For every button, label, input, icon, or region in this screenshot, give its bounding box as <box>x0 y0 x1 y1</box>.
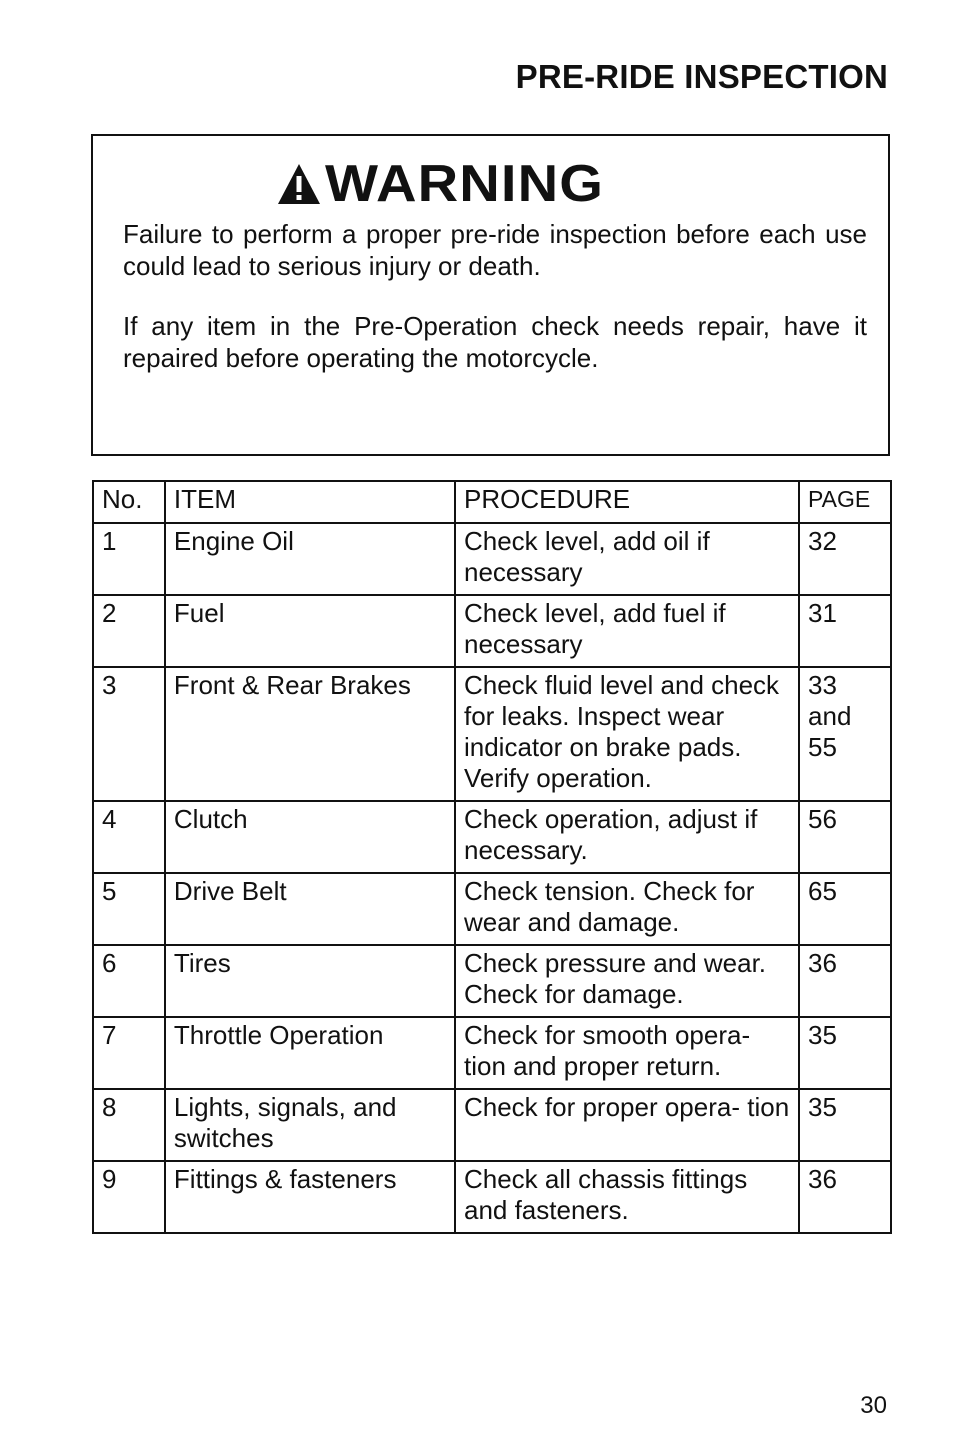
row-item: Fittings & fasteners <box>165 1161 455 1233</box>
row-procedure: Check tension. Check for wear and damage. <box>455 873 799 945</box>
column-header-no: No. <box>93 481 165 523</box>
row-procedure: Check level, add fuel if necessary <box>455 595 799 667</box>
row-no: 7 <box>93 1017 165 1089</box>
warning-heading <box>276 155 604 213</box>
row-item: Engine Oil <box>165 523 455 595</box>
table-row <box>93 945 891 1017</box>
row-page: 36 <box>799 1161 891 1233</box>
warning-paragraph-2: If any item in the Pre-Operation check needs repair, have it repaired before operating the motorcycle. <box>123 311 867 373</box>
inspection-table <box>92 480 892 1234</box>
table-row <box>93 595 891 667</box>
table-row <box>93 1017 891 1089</box>
table-row <box>93 801 891 873</box>
row-no: 2 <box>93 595 165 667</box>
column-header-item: ITEM <box>165 481 455 523</box>
table-row <box>93 1161 891 1233</box>
table-row <box>93 667 891 801</box>
row-no: 4 <box>93 801 165 873</box>
warning-label: WARNING <box>325 155 604 213</box>
table-row <box>93 1089 891 1161</box>
row-no: 8 <box>93 1089 165 1161</box>
row-page: 31 <box>799 595 891 667</box>
row-page: 35 <box>799 1017 891 1089</box>
row-page: 56 <box>799 801 891 873</box>
row-item: Tires <box>165 945 455 1017</box>
warning-paragraph-1: Failure to perform a proper pre-ride inspection before each use could lead to serious injury or death. <box>123 219 867 281</box>
row-page: 33 and 55 <box>799 667 891 801</box>
row-no: 5 <box>93 873 165 945</box>
row-item: Lights, signals, and switches <box>165 1089 455 1161</box>
table-header-row <box>93 481 891 523</box>
warning-triangle-icon <box>276 162 322 206</box>
page-number: 30 <box>860 1392 887 1419</box>
row-procedure: Check level, add oil if necessary <box>455 523 799 595</box>
warning-box <box>91 134 890 456</box>
row-item: Throttle Operation <box>165 1017 455 1089</box>
row-procedure: Check all chassis fittings and fasteners. <box>455 1161 799 1233</box>
row-procedure: Check operation, adjust if necessary. <box>455 801 799 873</box>
row-procedure: Check fluid level and check for leaks. Inspect wear indicator on brake pads. Verify operation. <box>455 667 799 801</box>
page-title: PRE-RIDE INSPECTION <box>515 58 888 95</box>
row-item: Front & Rear Brakes <box>165 667 455 801</box>
row-no: 1 <box>93 523 165 595</box>
row-page: 35 <box>799 1089 891 1161</box>
row-item: Fuel <box>165 595 455 667</box>
row-page: 32 <box>799 523 891 595</box>
row-procedure: Check for smooth opera- tion and proper return. <box>455 1017 799 1089</box>
row-no: 9 <box>93 1161 165 1233</box>
row-page: 65 <box>799 873 891 945</box>
table-row <box>93 523 891 595</box>
column-header-procedure: PROCEDURE <box>455 481 799 523</box>
row-procedure: Check pressure and wear. Check for damage. <box>455 945 799 1017</box>
row-item: Clutch <box>165 801 455 873</box>
row-no: 3 <box>93 667 165 801</box>
column-header-page: PAGE <box>799 481 891 523</box>
row-procedure: Check for proper opera- tion <box>455 1089 799 1161</box>
table-row <box>93 873 891 945</box>
row-item: Drive Belt <box>165 873 455 945</box>
row-page: 36 <box>799 945 891 1017</box>
row-no: 6 <box>93 945 165 1017</box>
